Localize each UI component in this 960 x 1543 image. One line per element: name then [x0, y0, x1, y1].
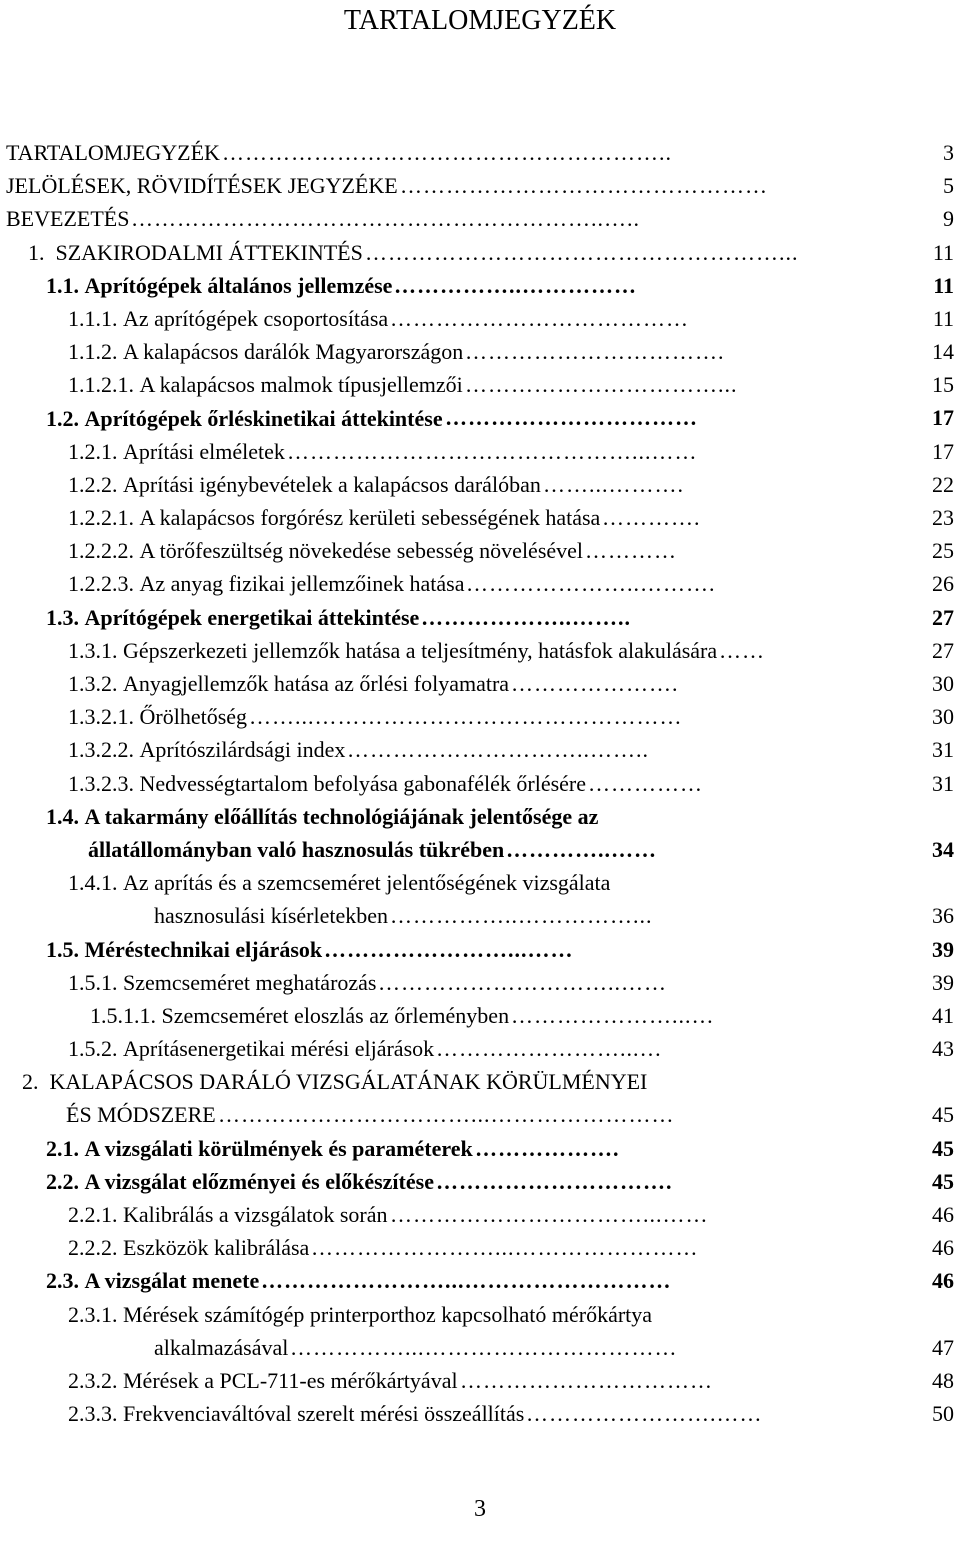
- toc-page-number: 27: [932, 604, 954, 630]
- toc-leader: ……………….: [475, 1135, 620, 1161]
- toc-entry-title: 1.2.2.1. A kalapácsos forgórész kerületi sebességének hatása: [68, 505, 601, 531]
- toc-page-number: 26: [932, 571, 954, 597]
- toc-leader: …………………………..……: [378, 969, 667, 995]
- toc-leader: ……………………...……………………: [311, 1235, 699, 1261]
- toc-leader: …………………..……….: [466, 571, 716, 597]
- toc-leader: ………………..……..: [421, 604, 631, 630]
- toc-entry[interactable]: [0, 1231, 960, 1264]
- toc-leader: ………………………………………………...: [365, 239, 799, 265]
- toc-page-number: 27: [932, 637, 954, 663]
- toc-entry-title: 1.4.1. Az aprítás és a szemcseméret jelentőségének vizsgálata: [68, 870, 611, 896]
- toc-page-number: 30: [932, 670, 954, 696]
- toc-entry-title: 2.3.3. Frekvenciaváltóval szerelt mérési összeállítás: [68, 1401, 525, 1427]
- toc-leader: …………………………………: [390, 305, 689, 331]
- toc-leader: ………………………………………...……: [287, 438, 698, 464]
- toc-entry-title: TARTALOMJEGYZÉK: [6, 140, 220, 165]
- toc-leader: ……………………………...……: [390, 1202, 709, 1228]
- toc-entry[interactable]: [0, 966, 960, 999]
- toc-entry-title: 2.3.1. Mérések számítógép printerporthoz kapcsolható mérőkártya: [68, 1301, 653, 1327]
- toc-leader: ……: [719, 637, 765, 663]
- toc-entry-title-continued: alkalmazásával: [154, 1334, 289, 1360]
- toc-entry-title: 1.1.2. A kalapácsos darálók Magyarországon: [68, 339, 464, 365]
- page-number: 3: [474, 1496, 486, 1522]
- toc-page-number: 23: [932, 505, 954, 531]
- toc-entry[interactable]: [0, 933, 960, 966]
- toc-page-number: 46: [932, 1268, 954, 1294]
- toc-entry-title: 2.3.2. Mérések a PCL-711-es mérőkártyával: [68, 1368, 458, 1393]
- toc-page-number: 22: [932, 471, 954, 497]
- toc-page-number: 41: [932, 1002, 954, 1028]
- toc-entry-title-continued: ÉS MÓDSZERE: [66, 1102, 216, 1128]
- toc-page-number: 36: [932, 903, 954, 929]
- toc-entry-title: 1. SZAKIRODALMI ÁTTEKINTÉS: [28, 239, 363, 265]
- toc-leader: ……………………...……: [324, 936, 574, 962]
- toc-entry-title: 1.3.2.2. Aprítószilárdsági index: [68, 737, 346, 763]
- toc-entry-title: 1.5.2. Aprításenergetikai mérési eljárások: [68, 1036, 435, 1062]
- toc-leader: …………………………..……..: [347, 737, 649, 763]
- toc-entry-title: 2.2. A vizsgálat előzményei és előkészítése: [46, 1168, 434, 1194]
- toc-leader: ……………: [588, 770, 703, 796]
- toc-entry[interactable]: [0, 866, 960, 932]
- toc-entry-title: 2.2.2. Eszközök kalibrálása: [68, 1235, 310, 1261]
- toc-leader: ……………………………: [460, 1367, 713, 1393]
- page-title: TARTALOMJEGYZÉK: [343, 5, 617, 36]
- toc-leader: ……………..……………...: [390, 903, 653, 929]
- toc-entry-title: 1.3.1. Gépszerkezeti jellemzők hatása a teljesítmény, hatásfok alakulására: [68, 637, 718, 663]
- toc-entry[interactable]: [0, 733, 960, 766]
- toc-page-number: 17: [932, 405, 954, 431]
- toc-entry-title: 2. KALAPÁCSOS DARÁLÓ VIZSGÁLATÁNAK KÖRÜLMÉNYEI: [22, 1069, 648, 1095]
- toc-leader: ……………...……………………………: [290, 1334, 678, 1360]
- toc-entry-title: 2.1. A vizsgálati körülmények és paraméterek: [46, 1135, 473, 1161]
- toc-page-number: 45: [932, 1102, 954, 1128]
- toc-entry-title: 1.4. A takarmány előállítás technológiájának jelentősége az: [46, 803, 599, 829]
- toc-entry[interactable]: [0, 567, 960, 600]
- toc-page-number: 15: [932, 372, 954, 398]
- toc-entry[interactable]: [0, 1065, 960, 1131]
- toc-page-number: 39: [932, 936, 954, 962]
- toc-leader: ……...……….: [543, 471, 684, 497]
- toc-entry-title: 2.3. A vizsgálat menete: [46, 1268, 260, 1294]
- toc-leader: …………………………………………: [400, 173, 768, 199]
- toc-leader: ……………………………...……………………: [218, 1102, 675, 1128]
- toc-page-number: 39: [932, 969, 954, 995]
- toc-page-number: 46: [932, 1235, 954, 1261]
- toc-page-number: 11: [933, 272, 954, 298]
- toc-entry[interactable]: [0, 136, 960, 169]
- toc-leader: ……………………………: [445, 405, 698, 431]
- toc-leader: ……………………………...: [465, 372, 738, 398]
- toc-entry[interactable]: [0, 1397, 960, 1430]
- toc-leader: ……………..……………: [394, 272, 637, 298]
- toc-leader: …………..……: [506, 836, 657, 862]
- toc-leader: …………………...…: [511, 1002, 715, 1028]
- toc-entry-title: 1.3. Aprítógépek energetikai áttekintése: [46, 604, 420, 630]
- toc-entry-title: 1.3.2.3. Nedvességtartalom befolyása gabonafélék őrlésére: [68, 770, 587, 796]
- toc-entry[interactable]: [0, 1264, 960, 1297]
- toc-page-number: 3: [943, 139, 954, 165]
- toc-leader: …………………….……: [526, 1401, 763, 1427]
- toc-page-number: 11: [932, 305, 954, 331]
- toc-entry[interactable]: [0, 534, 960, 567]
- toc-page-number: 31: [932, 770, 954, 796]
- toc-entry[interactable]: [0, 236, 960, 269]
- toc-entry[interactable]: [0, 634, 960, 667]
- toc-entry-title: 1.2.2. Aprítási igénybevételek a kalapácsos darálóban: [68, 471, 541, 497]
- toc-entry[interactable]: [0, 999, 960, 1032]
- toc-entry[interactable]: [0, 1032, 960, 1065]
- toc-entry-title: 1.1. Aprítógépek általános jellemzése: [46, 272, 393, 298]
- toc-entry-title-continued: állatállományban való hasznosulás tükrében: [88, 836, 505, 862]
- toc-entry[interactable]: [0, 302, 960, 335]
- toc-page-number: 17: [932, 438, 954, 464]
- toc-entry[interactable]: [0, 269, 960, 302]
- toc-entry-title: 1.5.1. Szemcseméret meghatározás: [68, 969, 377, 995]
- toc-entry-title: 1.2.2.3. Az anyag fizikai jellemzőinek hatása: [68, 571, 465, 597]
- toc-entry[interactable]: [0, 368, 960, 401]
- toc-entry[interactable]: [0, 800, 960, 866]
- toc-leader: ………………………….: [436, 1168, 673, 1194]
- toc-leader: ……………………………………………………..…..: [131, 206, 640, 232]
- toc-entry-title: BEVEZETÉS: [6, 206, 130, 232]
- toc-entry[interactable]: [0, 1132, 960, 1165]
- toc-entry-title: 1.2. Aprítógépek őrléskinetikai áttekintése: [46, 405, 443, 431]
- toc-page-number: 47: [932, 1334, 954, 1360]
- toc-entry-title: 1.2.2.2. A törőfeszültség növekedése sebesség növelésével: [68, 538, 584, 564]
- toc-entry-title: 1.5.1.1. Szemcseméret eloszlás az őrleményben: [90, 1002, 510, 1028]
- toc-page-number: 46: [932, 1202, 954, 1228]
- toc-entry[interactable]: [0, 1165, 960, 1198]
- toc-entry[interactable]: [0, 501, 960, 534]
- toc-entry[interactable]: [0, 700, 960, 733]
- toc-entry[interactable]: [0, 202, 960, 235]
- toc-page-number: 25: [932, 538, 954, 564]
- toc-entry-title-continued: hasznosulási kísérletekben: [154, 903, 388, 929]
- toc-page-number: 31: [932, 737, 954, 763]
- toc-leader: …………………………….: [465, 339, 725, 365]
- toc-entry[interactable]: [0, 435, 960, 468]
- table-of-contents: [0, 136, 960, 1430]
- toc-page-number: 14: [932, 339, 954, 365]
- toc-entry-title: JELÖLÉSEK, RÖVIDÍTÉSEK JEGYZÉKE: [6, 173, 398, 199]
- toc-page-number: 45: [932, 1135, 954, 1161]
- toc-entry-title: 1.5. Méréstechnikai eljárások: [46, 936, 323, 962]
- toc-entry-title: 1.2.1. Aprítási elméletek: [68, 438, 285, 464]
- toc-page-number: 50: [932, 1401, 954, 1427]
- toc-entry[interactable]: [0, 1298, 960, 1364]
- toc-page-number: 45: [932, 1168, 954, 1194]
- toc-entry[interactable]: [0, 767, 960, 800]
- toc-entry-title: 1.1.2.1. A kalapácsos malmok típusjellemzői: [68, 372, 463, 398]
- toc-leader: ………….: [602, 505, 701, 531]
- toc-entry[interactable]: [0, 468, 960, 501]
- toc-entry[interactable]: [0, 335, 960, 368]
- toc-entry-title: 1.1.1. Az aprítógépek csoportosítása: [68, 305, 389, 331]
- toc-leader: …………………………………………………..: [222, 139, 672, 165]
- toc-entry-title: 1.3.2.1. Őrölhetőség: [68, 704, 248, 730]
- toc-page-number: 43: [932, 1036, 954, 1062]
- toc-entry-title: 1.3.2. Anyagjellemzők hatása az őrlési folyamatra: [68, 671, 510, 696]
- toc-entry[interactable]: [0, 1198, 960, 1231]
- toc-entry[interactable]: [0, 402, 960, 435]
- toc-page-number: 34: [932, 836, 954, 862]
- toc-leader: ……………………...…: [436, 1036, 663, 1062]
- toc-entry[interactable]: [0, 169, 960, 202]
- toc-page-number: 30: [932, 704, 954, 730]
- toc-leader: ……...…………………………………………: [249, 704, 683, 730]
- toc-entry-title: 2.2.1. Kalibrálás a vizsgálatok során: [68, 1202, 388, 1228]
- toc-leader: …………: [585, 538, 677, 564]
- toc-entry[interactable]: [0, 667, 960, 700]
- toc-entry[interactable]: [0, 1364, 960, 1397]
- toc-page-number: 48: [932, 1367, 954, 1393]
- toc-page-number: 9: [943, 206, 954, 232]
- toc-page-number: 5: [943, 173, 954, 199]
- toc-page-number: 11: [932, 239, 954, 265]
- toc-leader: ………………….: [511, 670, 679, 696]
- toc-entry[interactable]: [0, 601, 960, 634]
- toc-leader: ……………………...………………………: [261, 1268, 672, 1294]
